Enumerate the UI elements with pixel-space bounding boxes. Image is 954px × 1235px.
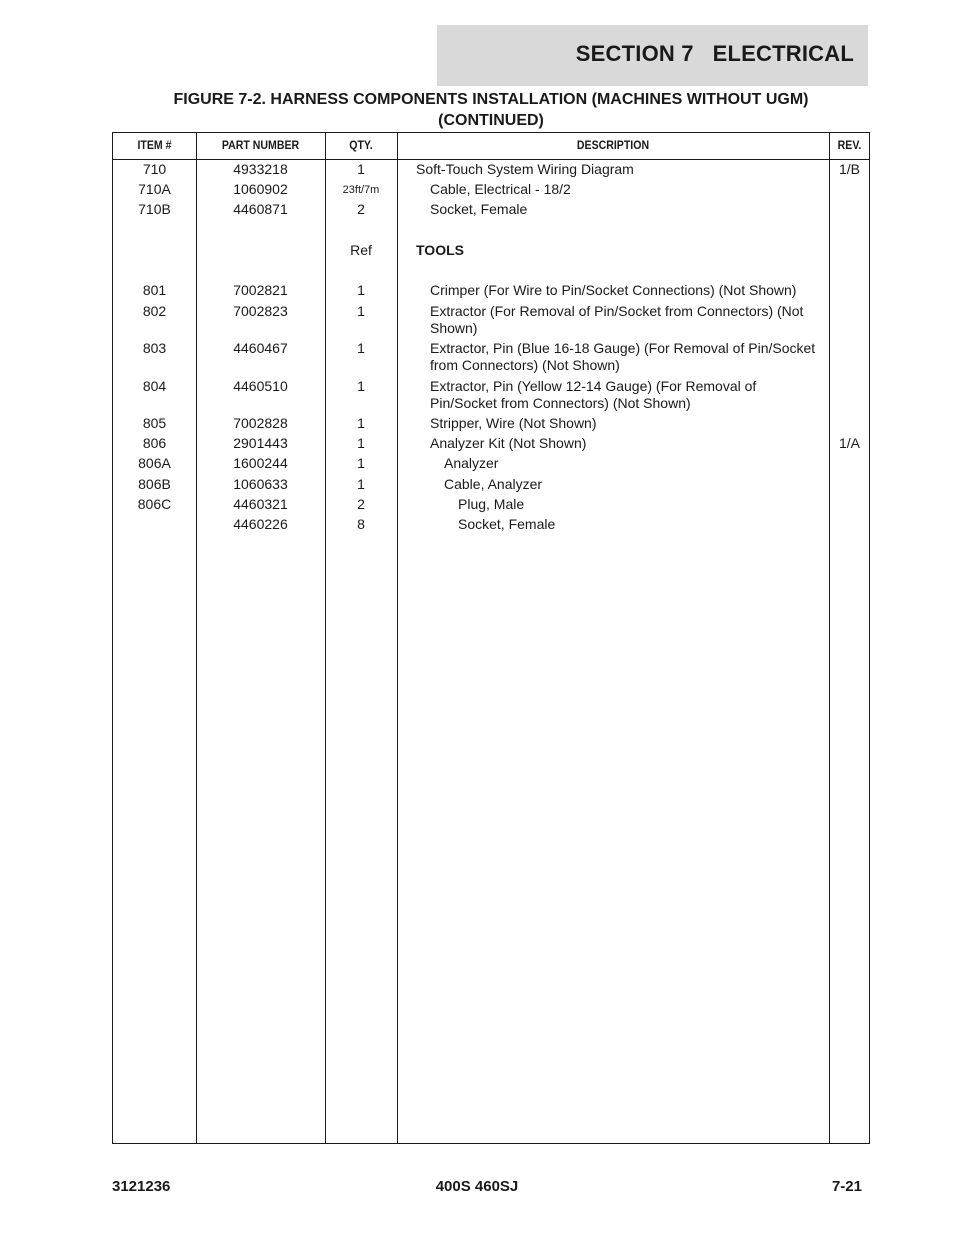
description: Extractor, Pin (Yellow 12-14 Gauge) (For Removal of Pin/Socket from Connectors) (Not Shown) [430, 378, 757, 411]
section-banner [437, 25, 868, 86]
item-number: 804 [142, 378, 167, 394]
part-number: 4460510 [233, 378, 288, 394]
quantity: Ref [350, 242, 372, 258]
quantity: 1 [357, 415, 365, 431]
header-part-number: PART NUMBER [221, 138, 300, 152]
item-number: 710 [142, 161, 167, 177]
description: Cable, Analyzer [444, 476, 543, 492]
item-number: 802 [142, 303, 167, 319]
description: Analyzer [444, 455, 499, 471]
figure-title: FIGURE 7-2. HARNESS COMPONENTS INSTALLATION (MACHINES WITHOUT UGM) [173, 91, 809, 108]
quantity: 8 [357, 516, 365, 532]
description: Soft-Touch System Wiring Diagram [416, 161, 634, 177]
part-number: 2901443 [233, 435, 288, 451]
item-number: 803 [142, 340, 167, 356]
quantity: 1 [357, 455, 365, 471]
part-number: 4460871 [233, 201, 288, 217]
model-name: 400S 460SJ [435, 1178, 519, 1195]
quantity: 23ft/7m [342, 184, 380, 196]
item-number: 806A [138, 455, 171, 471]
part-number: 4460467 [233, 340, 288, 356]
item-number: 806B [138, 476, 171, 492]
description: Socket, Female [458, 516, 556, 532]
item-number: 806C [137, 496, 172, 512]
quantity: 1 [357, 303, 365, 319]
header-description: DESCRIPTION [576, 138, 650, 152]
header-qty: QTY. [349, 138, 373, 152]
part-number: 1600244 [233, 455, 288, 471]
description: Socket, Female [430, 201, 528, 217]
quantity: 1 [357, 378, 365, 394]
quantity: 1 [357, 476, 365, 492]
part-number: 4933218 [233, 161, 288, 177]
description: Crimper (For Wire to Pin/Socket Connections) (Not Shown) [430, 282, 797, 298]
part-number: 7002821 [233, 282, 288, 298]
part-number: 7002828 [233, 415, 288, 431]
quantity: 1 [357, 340, 365, 356]
item-number: 801 [142, 282, 167, 298]
quantity: 1 [357, 282, 365, 298]
quantity: 2 [357, 496, 365, 512]
quantity: 1 [357, 435, 365, 451]
quantity: 2 [357, 201, 365, 217]
quantity: 1 [357, 161, 365, 177]
part-number: 4460321 [233, 496, 288, 512]
column-divider [829, 133, 830, 1143]
header-divider [113, 159, 869, 160]
section-title: SECTION 7 ELECTRICAL [575, 41, 854, 66]
item-number: 805 [142, 415, 167, 431]
revision: 1/B [838, 161, 860, 177]
header-rev: REV. [837, 138, 862, 152]
document-number: 3121236 [112, 1178, 171, 1195]
part-number: 1060633 [233, 476, 288, 492]
page-number: 7-21 [831, 1178, 862, 1195]
part-number: 4460226 [233, 516, 288, 532]
description: Extractor, Pin (Blue 16-18 Gauge) (For Removal of Pin/Socket from Connectors) (Not Shown) [430, 340, 816, 373]
item-number: 710A [138, 181, 171, 197]
description: Stripper, Wire (Not Shown) [430, 415, 597, 431]
description: Extractor (For Removal of Pin/Socket from Connectors) (Not Shown) [430, 303, 804, 336]
description: Analyzer Kit (Not Shown) [430, 435, 587, 451]
part-number: 7002823 [233, 303, 288, 319]
parts-table [112, 132, 870, 1144]
revision: 1/A [838, 435, 860, 451]
section-heading-tools: TOOLS [416, 242, 464, 258]
item-number: 710B [138, 201, 171, 217]
description: Plug, Male [458, 496, 525, 512]
item-number: 806 [142, 435, 167, 451]
header-item: ITEM # [137, 138, 172, 152]
description: Cable, Electrical - 18/2 [430, 181, 571, 197]
part-number: 1060902 [233, 181, 288, 197]
figure-subtitle: (CONTINUED) [438, 112, 544, 129]
